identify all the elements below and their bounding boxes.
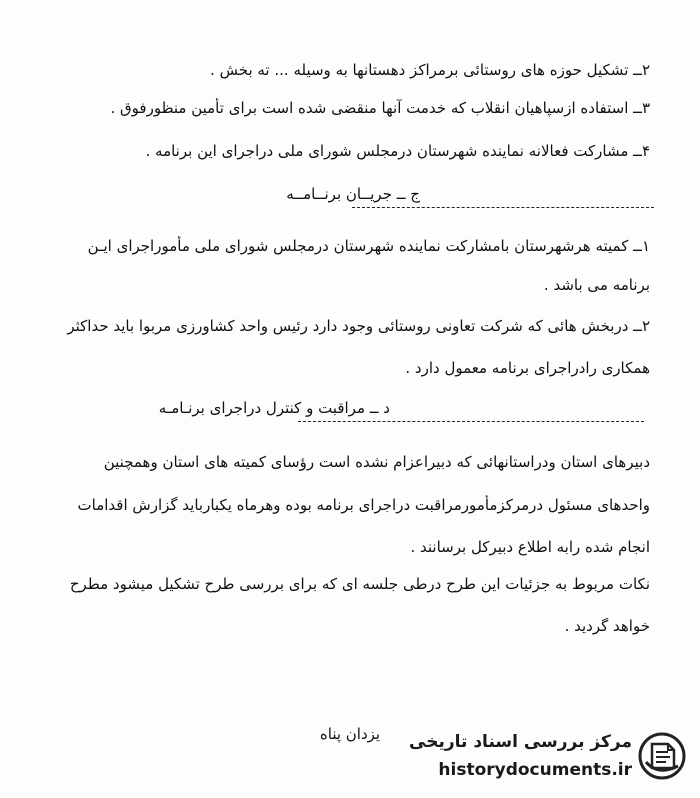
paragraph-line: برنامه می باشد . [543,276,650,294]
watermark-title: مرکز بررسی اسناد تاریخی [409,732,632,752]
list-item: ۲ــ تشکیل حوزه های روستائی برمراکز دهستانها به وسیله ... ته بخش . [210,61,650,79]
paragraph-line: نکات مربوط به جزئیات این طرح درطی جلسه ای که برای بررسی طرح تشکیل میشود مطرح [69,575,650,593]
list-item: ۴ــ مشارکت فعالانه نماینده شهرستان درمجلس شورای ملی دراجرای این برنامه . [145,142,650,160]
section-heading-d: د ــ مراقبت و کنترل دراجرای برنـامـه [158,399,390,417]
paragraph-line: خواهد گردید . [564,617,650,635]
paragraph-line: واحدهای مسئول درمرکزمأمورمراقبت دراجرای برنامه بوده وهرماه یکبارباید گزارش اقدامات [77,496,650,514]
paragraph-line: ۲ــ دربخش هائی که شرکت تعاونی روستائی وجود دارد رئیس واحد کشاورزی مربوا باید حداکثر [67,317,650,335]
list-item: ۳ــ استفاده ازسپاهیان انقلاب که خدمت آنها منقضی شده است برای تأمین منظورفوق . [110,99,650,117]
watermark-url: historydocuments.ir [438,760,632,780]
paragraph-line: همکاری رادراجرای برنامه معمول دارد . [405,359,650,377]
signature-name: یزدان پناه [319,725,381,743]
document-archive-icon [638,732,686,780]
section-heading-c: ج ــ جریــان برنــامــه [286,185,420,203]
watermark [402,722,692,792]
paragraph-line: دبیرهای استان ودراستانهائی که دبیراعزام نشده است رؤسای کمیته های استان وهمچنین [103,453,650,471]
heading-underline [352,207,654,208]
heading-underline [298,421,644,422]
paragraph-line: انجام شده رابه اطلاع دبیرکل برسانند . [410,538,650,556]
paragraph-line: ۱ــ کمیته هرشهرستان بامشارکت نماینده شهرستان درمجلس شورای ملی مأموراجرای ایـن [87,237,650,255]
